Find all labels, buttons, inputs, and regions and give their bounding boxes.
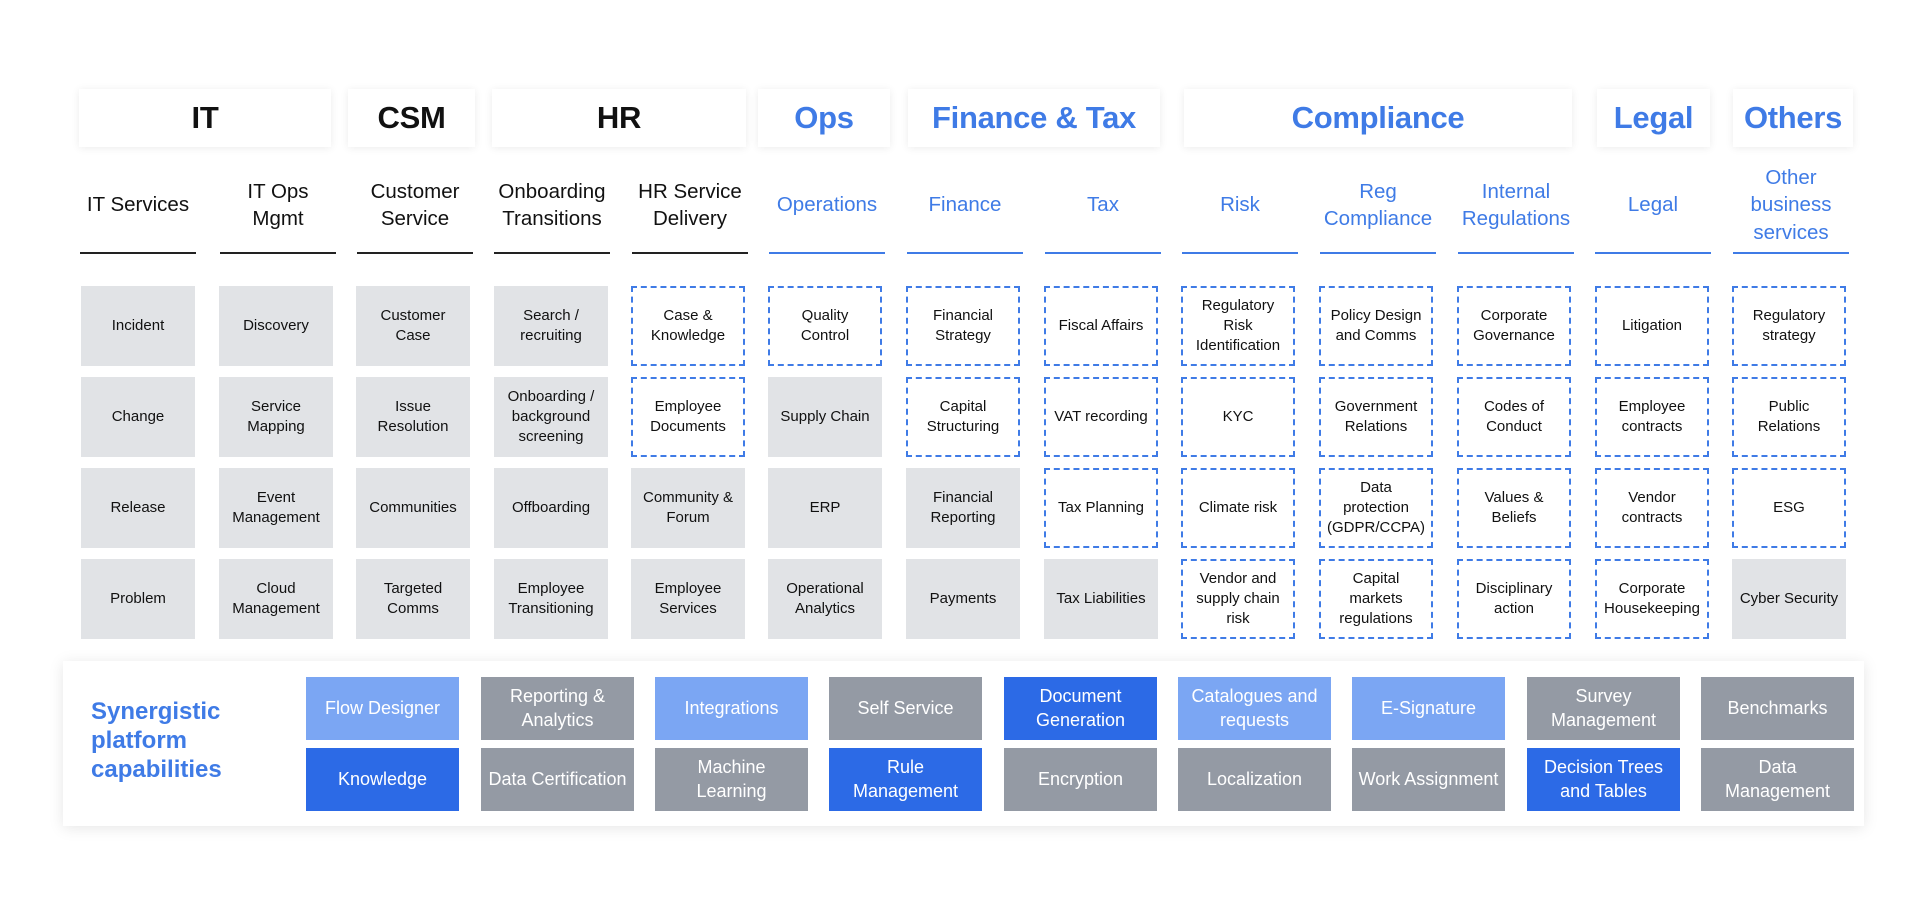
capability-document-generation: Document Generation (1004, 677, 1157, 740)
column-title-tax: Tax (1045, 168, 1161, 254)
cell-targeted-comms: Targeted Comms (356, 559, 470, 639)
capability-catalogues-requests: Catalogues and requests (1178, 677, 1331, 740)
cell-capital-structuring: Capital Structuring (906, 377, 1020, 457)
cell-codes-of-conduct: Codes of Conduct (1457, 377, 1571, 457)
cell-financial-strategy: Financial Strategy (906, 286, 1020, 366)
cell-tax-planning: Tax Planning (1044, 468, 1158, 548)
capability-data-certification: Data Certification (481, 748, 634, 811)
cell-payments: Payments (906, 559, 1020, 639)
cell-vendor-supply-chain-risk: Vendor and supply chain risk (1181, 559, 1295, 639)
cell-employee-contracts: Employee contracts (1595, 377, 1709, 457)
capability-work-assignment: Work Assignment (1352, 748, 1505, 811)
capability-data-management: Data Management (1701, 748, 1854, 811)
column-title-internal-regulations: Internal Regulations (1458, 168, 1574, 254)
header-others: Others (1733, 89, 1853, 147)
cell-supply-chain: Supply Chain (768, 377, 882, 457)
cell-employee-services: Employee Services (631, 559, 745, 639)
cell-change: Change (81, 377, 195, 457)
column-title-it-ops-mgmt: IT Ops Mgmt (220, 168, 336, 254)
column-title-customer-service: Customer Service (357, 168, 473, 254)
cell-release: Release (81, 468, 195, 548)
cell-esg: ESG (1732, 468, 1846, 548)
cell-customer-case: Customer Case (356, 286, 470, 366)
column-title-onboarding-transitions: Onboarding Transitions (494, 168, 610, 254)
cell-corporate-housekeeping: Corporate Housekeeping (1595, 559, 1709, 639)
column-title-other-business-services: Other business services (1733, 168, 1849, 254)
column-title-it-services: IT Services (80, 168, 196, 254)
cell-fiscal-affairs: Fiscal Affairs (1044, 286, 1158, 366)
cell-tax-liabilities: Tax Liabilities (1044, 559, 1158, 639)
capability-e-signature: E-Signature (1352, 677, 1505, 740)
header-finance-tax: Finance & Tax (908, 89, 1160, 147)
cell-communities: Communities (356, 468, 470, 548)
cell-vendor-contracts: Vendor contracts (1595, 468, 1709, 548)
header-ops: Ops (758, 89, 890, 147)
cell-case-knowledge: Case & Knowledge (631, 286, 745, 366)
cell-public-relations: Public Relations (1732, 377, 1846, 457)
cell-regulatory-risk-identification: Regulatory Risk Identification (1181, 286, 1295, 366)
capability-integrations: Integrations (655, 677, 808, 740)
column-title-risk: Risk (1182, 168, 1298, 254)
cell-policy-design-comms: Policy Design and Comms (1319, 286, 1433, 366)
capability-benchmarks: Benchmarks (1701, 677, 1854, 740)
capability-decision-trees-tables: Decision Trees and Tables (1527, 748, 1680, 811)
header-it: IT (79, 89, 331, 147)
cell-financial-reporting: Financial Reporting (906, 468, 1020, 548)
capability-localization: Localization (1178, 748, 1331, 811)
header-hr: HR (492, 89, 746, 147)
column-title-finance: Finance (907, 168, 1023, 254)
cell-climate-risk: Climate risk (1181, 468, 1295, 548)
capability-flow-designer: Flow Designer (306, 677, 459, 740)
column-title-hr-service-delivery: HR Service Delivery (632, 168, 748, 254)
cell-kyc: KYC (1181, 377, 1295, 457)
cell-incident: Incident (81, 286, 195, 366)
cell-operational-analytics: Operational Analytics (768, 559, 882, 639)
cell-event-management: Event Management (219, 468, 333, 548)
column-title-reg-compliance: Reg Compliance (1320, 168, 1436, 254)
column-title-operations: Operations (769, 168, 885, 254)
cell-regulatory-strategy: Regulatory strategy (1732, 286, 1846, 366)
capability-knowledge: Knowledge (306, 748, 459, 811)
capability-machine-learning: Machine Learning (655, 748, 808, 811)
cell-offboarding: Offboarding (494, 468, 608, 548)
header-csm: CSM (348, 89, 475, 147)
cell-onboarding-background-screening: Onboarding / background screening (494, 377, 608, 457)
cell-erp: ERP (768, 468, 882, 548)
header-legal: Legal (1597, 89, 1710, 147)
capability-encryption: Encryption (1004, 748, 1157, 811)
capability-survey-management: Survey Management (1527, 677, 1680, 740)
cell-cloud-management: Cloud Management (219, 559, 333, 639)
cell-capital-markets-regulations: Capital markets regulations (1319, 559, 1433, 639)
capability-reporting-analytics: Reporting & Analytics (481, 677, 634, 740)
cell-disciplinary-action: Disciplinary action (1457, 559, 1571, 639)
capability-self-service: Self Service (829, 677, 982, 740)
header-compliance: Compliance (1184, 89, 1572, 147)
cell-corporate-governance: Corporate Governance (1457, 286, 1571, 366)
cell-service-mapping: Service Mapping (219, 377, 333, 457)
cell-litigation: Litigation (1595, 286, 1709, 366)
platform-capabilities-title: Synergistic platform capabilities (91, 698, 222, 783)
cell-issue-resolution: Issue Resolution (356, 377, 470, 457)
cell-quality-control: Quality Control (768, 286, 882, 366)
cell-employee-transitioning: Employee Transitioning (494, 559, 608, 639)
cell-government-relations: Government Relations (1319, 377, 1433, 457)
cell-discovery: Discovery (219, 286, 333, 366)
cell-search-recruiting: Search / recruiting (494, 286, 608, 366)
column-title-legal: Legal (1595, 168, 1711, 254)
cell-community-forum: Community & Forum (631, 468, 745, 548)
capability-rule-management: Rule Management (829, 748, 982, 811)
cell-employee-documents: Employee Documents (631, 377, 745, 457)
cell-cyber-security: Cyber Security (1732, 559, 1846, 639)
cell-data-protection: Data protection (GDPR/CCPA) (1319, 468, 1433, 548)
cell-vat-recording: VAT recording (1044, 377, 1158, 457)
cell-problem: Problem (81, 559, 195, 639)
cell-values-beliefs: Values & Beliefs (1457, 468, 1571, 548)
